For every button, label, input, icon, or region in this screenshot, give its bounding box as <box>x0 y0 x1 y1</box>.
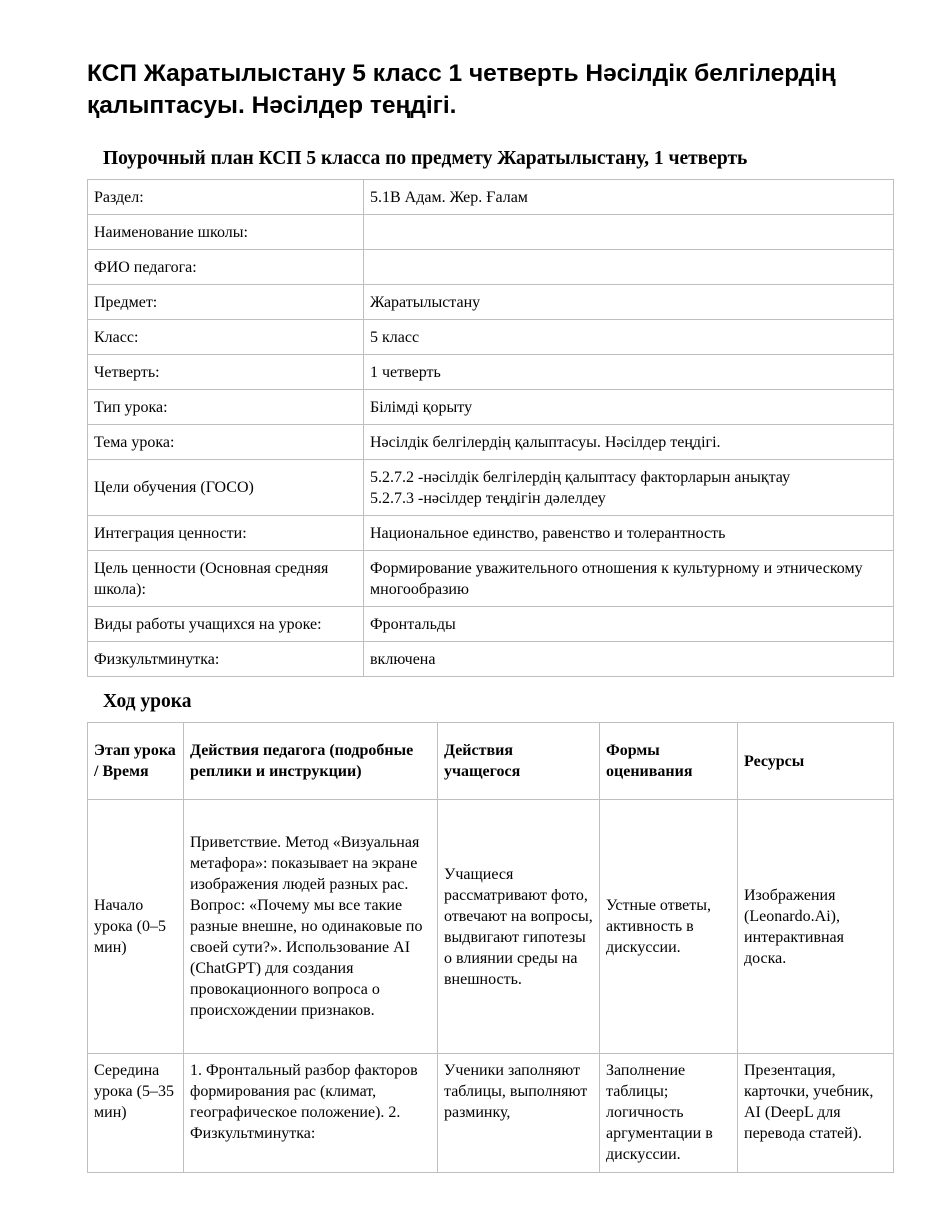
info-label: Класс: <box>88 320 364 355</box>
info-value: Формирование уважительного отношения к культурному и этническому многообразию <box>364 551 894 607</box>
info-label: Тип урока: <box>88 390 364 425</box>
info-row-lesson-type <box>88 390 894 425</box>
resources-cell: Изображения (Leonardo.Ai), интерактивная доска. <box>738 800 894 1054</box>
student-actions-cell: Ученики заполняют таблицы, выполняют разминку, <box>438 1054 600 1173</box>
info-value: включена <box>364 642 894 677</box>
objective-line: 5.2.7.2 -нәсілдік белгілердің қалыптасу факторларын анықтау <box>370 468 791 486</box>
column-header-stage: Этап урока / Время <box>88 723 184 800</box>
info-row-subject <box>88 285 894 320</box>
column-header-assessment: Формы оценивания <box>600 723 738 800</box>
student-actions-cell: Учащиеся рассматривают фото, отвечают на вопросы, выдвигают гипотезы о влиянии среды на внешность. <box>438 800 600 1054</box>
info-value: Жаратылыстану <box>364 285 894 320</box>
info-label: Цели обучения (ГОСО) <box>88 460 364 516</box>
lesson-flow-heading: Ход урока <box>103 691 192 712</box>
teacher-actions-cell: Приветствие. Метод «Визуальная метафора»: показывает на экране изображения людей разных рас. Вопрос: «Почему мы все такие разные внешне, но одинаковые по своей сути?». Использование AI (ChatGPT) для создания провокационного вопроса о происхождении признаков. <box>184 800 438 1054</box>
document-title: КСП Жаратылыстану 5 класс 1 четверть Нәсілдік белгілердің қалыптасуы. Нәсілдер теңдігі. <box>87 60 836 119</box>
info-row-value-integration <box>88 516 894 551</box>
info-row-grade <box>88 320 894 355</box>
info-value: Фронтальды <box>364 607 894 642</box>
info-row-quarter <box>88 355 894 390</box>
lesson-header-row <box>88 723 894 800</box>
info-label: Интеграция ценности: <box>88 516 364 551</box>
info-value: Национальное единство, равенство и толерантность <box>364 516 894 551</box>
info-row-school <box>88 215 894 250</box>
info-label: Четверть: <box>88 355 364 390</box>
info-value: Білімді қорыту <box>364 390 894 425</box>
info-value: 5 класс <box>364 320 894 355</box>
info-value: Нәсілдік белгілердің қалыптасуы. Нәсілдер теңдігі. <box>364 425 894 460</box>
info-value <box>364 460 894 516</box>
info-label: Виды работы учащихся на уроке: <box>88 607 364 642</box>
info-row-value-goal <box>88 551 894 607</box>
table-row <box>88 1054 894 1173</box>
info-row-objectives <box>88 460 894 516</box>
info-label: Предмет: <box>88 285 364 320</box>
info-row-work-types <box>88 607 894 642</box>
table-row <box>88 800 894 1054</box>
info-label: Цель ценности (Основная средняя школа): <box>88 551 364 607</box>
info-value <box>364 215 894 250</box>
lesson-info-table <box>87 179 894 677</box>
info-row-teacher <box>88 250 894 285</box>
info-label: Раздел: <box>88 180 364 215</box>
stage-cell: Начало урока (0–5 мин) <box>88 800 184 1054</box>
info-label: ФИО педагога: <box>88 250 364 285</box>
info-row-section <box>88 180 894 215</box>
assessment-cell: Заполнение таблицы; логичность аргументации в дискуссии. <box>600 1054 738 1173</box>
info-value: 5.1В Адам. Жер. Ғалам <box>364 180 894 215</box>
teacher-actions-cell: 1. Фронтальный разбор факторов формирования рас (климат, географическое положение). 2. Физкультминутка: <box>184 1054 438 1173</box>
info-value: 1 четверть <box>364 355 894 390</box>
info-value <box>364 250 894 285</box>
plan-heading: Поурочный план КСП 5 класса по предмету Жаратылыстану, 1 четверть <box>103 148 748 169</box>
resources-cell: Презентация, карточки, учебник, AI (DeepL для перевода статей). <box>738 1054 894 1173</box>
info-row-topic <box>88 425 894 460</box>
lesson-flow-table <box>87 722 894 1173</box>
column-header-resources: Ресурсы <box>738 723 894 800</box>
info-label: Физкультминутка: <box>88 642 364 677</box>
info-row-physical-break <box>88 642 894 677</box>
info-label: Тема урока: <box>88 425 364 460</box>
assessment-cell: Устные ответы, активность в дискуссии. <box>600 800 738 1054</box>
objective-line: 5.2.7.3 -нәсілдер теңдігін дәлелдеу <box>370 489 606 507</box>
column-header-student-actions: Действия учащегося <box>438 723 600 800</box>
info-label: Наименование школы: <box>88 215 364 250</box>
column-header-teacher-actions: Действия педагога (подробные реплики и инструкции) <box>184 723 438 800</box>
stage-cell: Середина урока (5–35 мин) <box>88 1054 184 1173</box>
